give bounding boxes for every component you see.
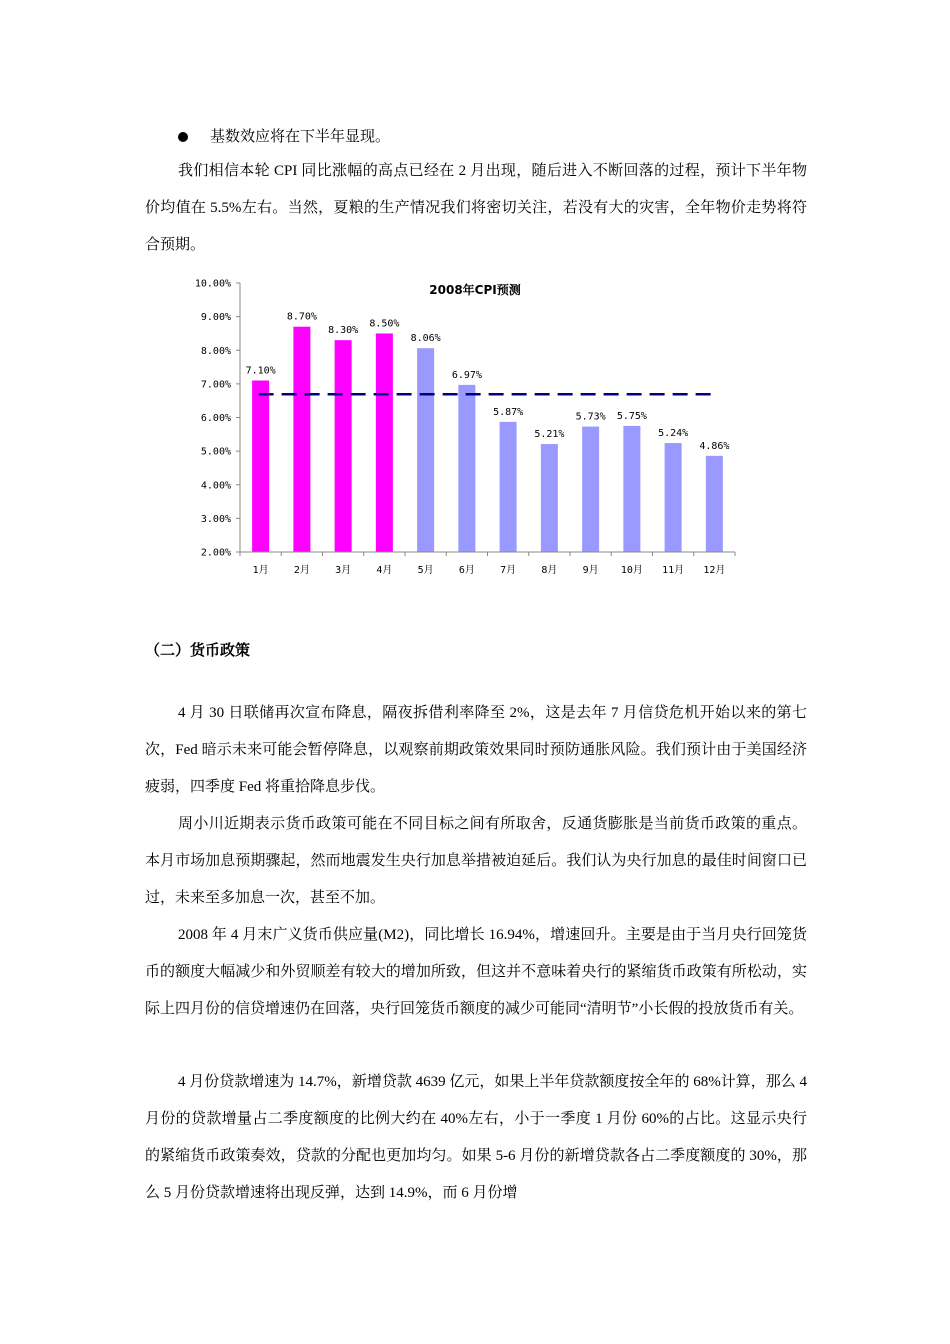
body-paragraph-2: 周小川近期表示货币政策可能在不同目标之间有所取舍，反通货膨胀是当前货币政策的重点。本月市场加息预期骤起，然而地震发生央行加息举措被迫延后。我们认为央行加息的最佳时间窗口已过，未来至多加息一次，甚至不加。 (145, 816, 807, 906)
chart-axes (240, 283, 735, 552)
y-tick-label: 3.00% (200, 513, 231, 525)
bar (582, 427, 599, 552)
data-label: 8.06% (410, 333, 441, 345)
data-label: 5.73% (575, 411, 606, 423)
data-label: 8.70% (286, 311, 317, 323)
bar-series (246, 312, 730, 552)
data-label: 5.21% (534, 429, 565, 441)
bar (665, 443, 682, 552)
x-tick-label: 6月 (458, 565, 475, 576)
bullet-item (178, 126, 390, 148)
intro-paragraph: 我们相信本轮 CPI 同比涨幅的高点已经在 2 月出现，随后进入不断回落的过程，预计下半年物价均值在 5.5%左右。当然，夏粮的生产情况我们将密切关注，若没有大的灾害，全年物价走势将符合预期。 (145, 163, 807, 253)
bar (376, 333, 393, 552)
y-tick-label: 2.00% (200, 547, 231, 559)
data-label: 5.87% (493, 406, 524, 418)
x-tick-label: 8月 (541, 565, 558, 576)
bar (335, 340, 352, 552)
x-axis (240, 552, 735, 576)
x-tick-label: 4月 (376, 565, 393, 576)
section-heading: （二）货币政策 (145, 641, 251, 659)
data-label: 5.75% (616, 410, 647, 422)
y-axis (195, 279, 240, 559)
chart-title: 2008年CPI预测 (429, 283, 521, 297)
x-tick-label: 5月 (417, 565, 434, 576)
y-tick-label: 7.00% (200, 379, 231, 391)
y-tick-label: 8.00% (200, 345, 231, 357)
bar (458, 385, 475, 552)
bar (293, 327, 310, 552)
x-tick-label: 12月 (703, 565, 726, 576)
bar (706, 456, 723, 552)
x-tick-label: 2月 (293, 565, 310, 576)
y-tick-label: 9.00% (200, 312, 231, 324)
bar (541, 444, 558, 552)
bar (417, 348, 434, 552)
bar (252, 381, 269, 552)
y-tick-label: 6.00% (200, 413, 231, 424)
bullet-text: 基数效应将在下半年显现。 (210, 129, 391, 145)
body-paragraph-3: 2008 年 4 月末广义货币供应量(M2)，同比增长 16.94%，增速回升。主要是由于当月央行回笼货币的额度大幅减少和外贸顺差有较大的增加所致，但这并不意味着央行的紧缩货币政策有所松动，实际上四月份的信贷增速仍在回落，央行回笼货币额度的减少可能同“清明节”小长假的投放货币有关。 (145, 927, 807, 1017)
cpi-forecast-chart (145, 268, 745, 588)
body-paragraph-1: 4 月 30 日联储再次宣布降息，隔夜拆借利率降至 2%，这是去年 7 月信贷危机开始以来的第七次，Fed 暗示未来可能会暂停降息，以观察前期政策效果同时预防通胀风险。我们预计由于美国经济疲弱，四季度 Fed 将重拾降息步伐。 (145, 705, 807, 795)
x-tick-label: 1月 (252, 565, 269, 576)
bar (500, 422, 517, 552)
y-tick-label: 5.00% (200, 446, 231, 458)
y-tick-label: 4.00% (200, 480, 231, 492)
x-tick-label: 7月 (500, 565, 517, 576)
body-paragraph-4: 4 月份贷款增速为 14.7%，新增贷款 4639 亿元，如果上半年贷款额度按全年的 68%计算，那么 4 月份的贷款增量占二季度额度的比例大约在 40%左右，小于一季度 1 月份 60%的占比。这显示央行的紧缩货币政策奏效，贷款的分配也更加均匀。如果 5-6 月份的新增贷款各占二季度额度的 30%，那么 5 月份贷款增速将出现反弹，达到 14.9%，而 6 月份增 (145, 1074, 807, 1201)
x-tick-label: 11月 (662, 565, 685, 576)
data-label: 7.10% (245, 365, 276, 377)
data-label: 8.50% (369, 318, 400, 330)
x-tick-label: 9月 (582, 565, 599, 576)
data-label: 6.97% (451, 369, 482, 381)
bar (623, 426, 640, 552)
data-label: 8.30% (328, 325, 359, 337)
y-tick-label: 10.00% (194, 278, 231, 290)
x-tick-label: 10月 (620, 565, 643, 576)
data-label: 5.24% (658, 428, 689, 440)
bullet-icon (178, 132, 188, 142)
x-tick-label: 3月 (335, 565, 352, 576)
data-label: 4.86% (699, 440, 730, 452)
